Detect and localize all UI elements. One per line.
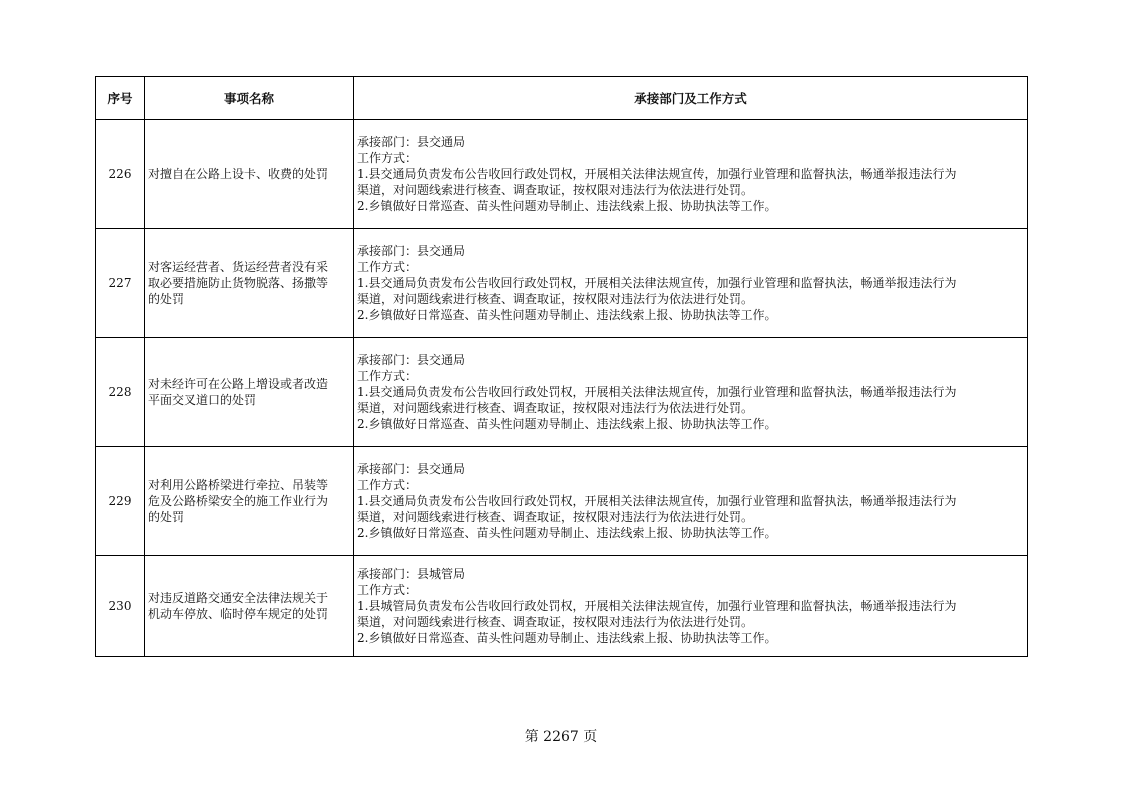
table-row <box>96 120 1028 229</box>
detail-line: 2.乡镇做好日常巡查、苗头性问题劝导制止、违法线索上报、协助执法等工作。 <box>357 631 777 645</box>
row-detail <box>354 229 1028 338</box>
name-line: 取必要措施防止货物脱落、扬撒等 <box>148 276 329 290</box>
detail-line: 1.县交通局负责发布公告收回行政处罚权，开展相关法律法规宣传，加强行业管理和监督执法，畅通举报违法行为 <box>357 494 957 508</box>
row-number: 226 <box>96 120 145 229</box>
detail-line: 1.县交通局负责发布公告收回行政处罚权，开展相关法律法规宣传，加强行业管理和监督执法，畅通举报违法行为 <box>357 276 957 290</box>
detail-line: 承接部门：县交通局 <box>357 462 466 476</box>
table-row <box>96 556 1028 657</box>
name-line: 的处罚 <box>148 510 185 524</box>
detail-line: 承接部门：县城管局 <box>357 567 466 581</box>
name-line: 平面交叉道口的处罚 <box>148 393 257 407</box>
detail-line: 1.县交通局负责发布公告收回行政处罚权，开展相关法律法规宣传，加强行业管理和监督执法，畅通举报违法行为 <box>357 385 957 399</box>
detail-line: 工作方式： <box>357 369 418 383</box>
detail-line: 承接部门：县交通局 <box>357 135 466 149</box>
detail-line: 渠道，对问题线索进行核查、调查取证，按权限对违法行为依法进行处罚。 <box>357 615 754 629</box>
detail-line: 2.乡镇做好日常巡查、苗头性问题劝导制止、违法线索上报、协助执法等工作。 <box>357 199 777 213</box>
row-name <box>145 229 354 338</box>
row-name <box>145 556 354 657</box>
detail-line: 工作方式： <box>357 583 418 597</box>
name-line: 机动车停放、临时停车规定的处罚 <box>148 607 329 621</box>
name-line: 对擅自在公路上设卡、收费的处罚 <box>148 167 329 181</box>
row-detail <box>354 338 1028 447</box>
row-number: 227 <box>96 229 145 338</box>
page-number: 第 2267 页 <box>524 729 598 745</box>
row-detail <box>354 120 1028 229</box>
detail-line: 工作方式： <box>357 151 418 165</box>
detail-line: 2.乡镇做好日常巡查、苗头性问题劝导制止、违法线索上报、协助执法等工作。 <box>357 308 777 322</box>
name-line: 对客运经营者、货运经营者没有采 <box>148 260 329 274</box>
detail-line: 渠道，对问题线索进行核查、调查取证，按权限对违法行为依法进行处罚。 <box>357 401 754 415</box>
matters-table <box>95 76 1028 657</box>
name-line: 危及公路桥梁安全的施工作业行为 <box>148 494 329 508</box>
detail-line: 渠道，对问题线索进行核查、调查取证，按权限对违法行为依法进行处罚。 <box>357 292 754 306</box>
header-number: 序号 <box>96 77 145 120</box>
detail-line: 承接部门：县交通局 <box>357 244 466 258</box>
header-name: 事项名称 <box>145 77 354 120</box>
detail-line: 渠道，对问题线索进行核查、调查取证，按权限对违法行为依法进行处罚。 <box>357 510 754 524</box>
detail-line: 2.乡镇做好日常巡查、苗头性问题劝导制止、违法线索上报、协助执法等工作。 <box>357 417 777 431</box>
table-row <box>96 447 1028 556</box>
table-row <box>96 338 1028 447</box>
header-dept: 承接部门及工作方式 <box>354 77 1028 120</box>
row-number: 229 <box>96 447 145 556</box>
detail-line: 渠道，对问题线索进行核查、调查取证，按权限对违法行为依法进行处罚。 <box>357 183 754 197</box>
row-detail <box>354 447 1028 556</box>
row-number: 228 <box>96 338 145 447</box>
detail-line: 承接部门：县交通局 <box>357 353 466 367</box>
table-header-row <box>96 77 1028 120</box>
name-line: 的处罚 <box>148 292 185 306</box>
table-row <box>96 229 1028 338</box>
row-name <box>145 120 354 229</box>
row-number: 230 <box>96 556 145 657</box>
row-name <box>145 447 354 556</box>
row-detail <box>354 556 1028 657</box>
name-line: 对未经许可在公路上增设或者改造 <box>148 377 329 391</box>
detail-line: 工作方式： <box>357 260 418 274</box>
detail-line: 2.乡镇做好日常巡查、苗头性问题劝导制止、违法线索上报、协助执法等工作。 <box>357 526 777 540</box>
name-line: 对利用公路桥梁进行牵拉、吊装等 <box>148 478 329 492</box>
row-name <box>145 338 354 447</box>
detail-line: 1.县城管局负责发布公告收回行政处罚权，开展相关法律法规宣传，加强行业管理和监督执法，畅通举报违法行为 <box>357 599 957 613</box>
name-line: 对违反道路交通安全法律法规关于 <box>148 591 329 605</box>
detail-line: 工作方式： <box>357 478 418 492</box>
detail-line: 1.县交通局负责发布公告收回行政处罚权，开展相关法律法规宣传，加强行业管理和监督执法，畅通举报违法行为 <box>357 167 957 181</box>
